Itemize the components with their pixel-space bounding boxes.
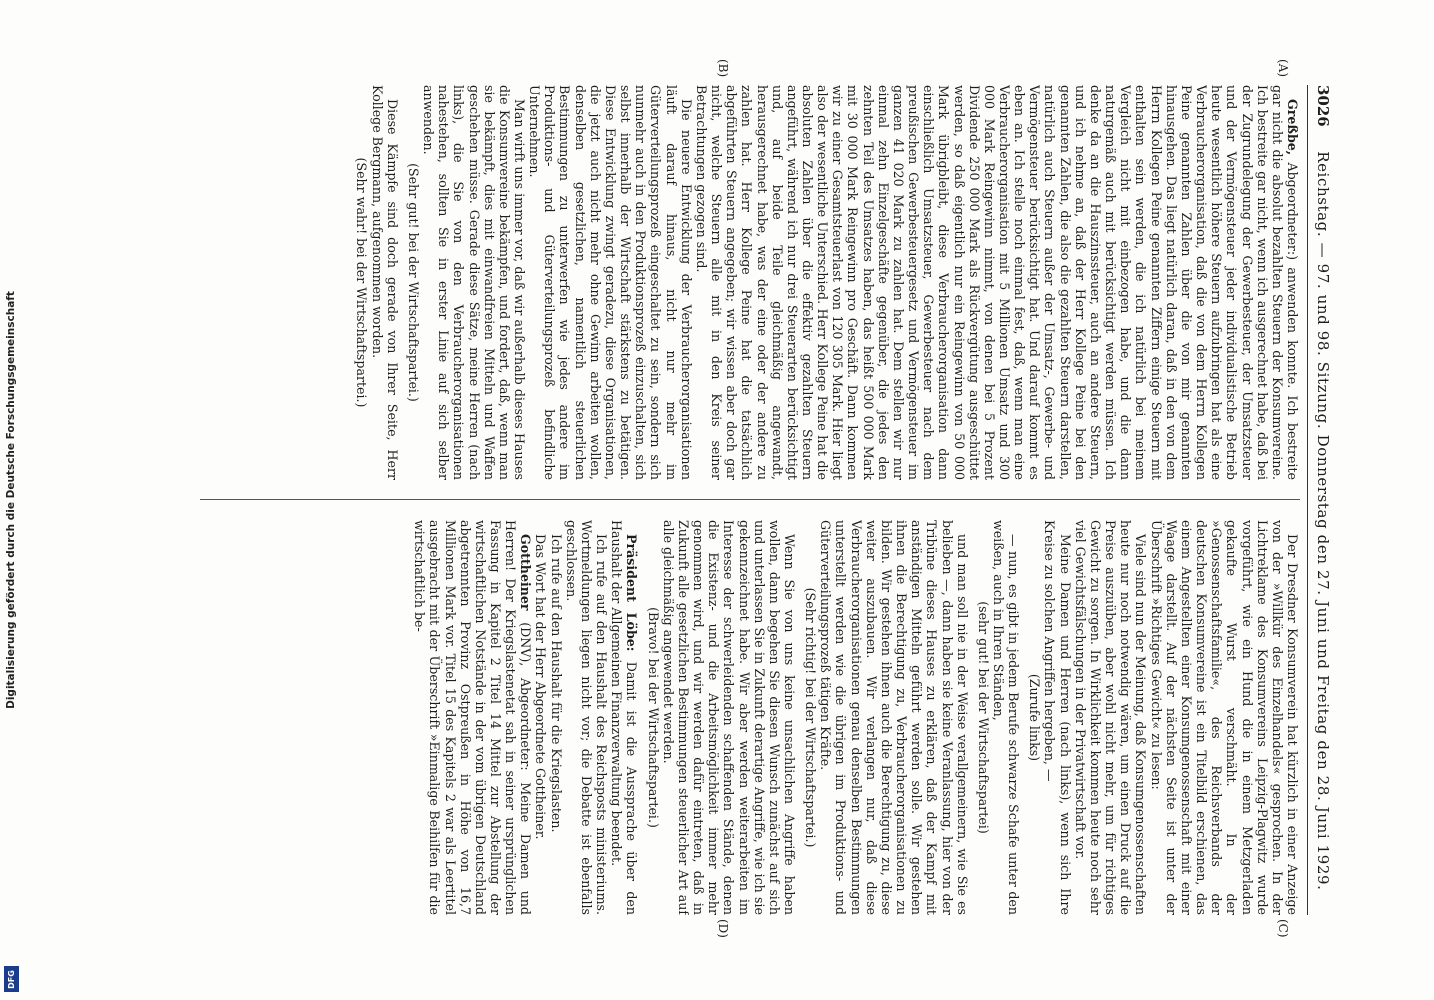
left-column	[140, 85, 1300, 480]
margin-letter-b: (B)	[716, 59, 730, 78]
rotated-page-frame	[116, 59, 1348, 938]
interjection: (Sehr wahr! bei der Wirtschaftspartei.)	[354, 157, 370, 408]
page-number: 3026	[1314, 85, 1332, 127]
speech-text: Meine Damen und Herren! Der Kriegslastenetat sah in seiner ursprünglichen Fassung in Kapitel 2 Titel 14 Mittel zur Abstellung der wirtschaftlichen Notstände in der vom übrigen Deutschland abgetrennten Provinz Ostpreußen in Höhe von 16,7 Millionen Mark vor. Titel 15 des Kapitels 2 war als Leertitel ausgebracht mit der Überschrift »Einmalige Beihilfen für die wirtschaftlich be-	[412, 520, 534, 915]
speaker-paragraph	[609, 520, 639, 915]
body-paragraph: Ich rufe auf den Haushalt des Reichsposts ministeriums. Wortmeldungen liegen nicht vor; die Debatte ist ebenfalls geschlossen.	[563, 520, 610, 915]
body-paragraph: Ich rufe auf den Haushalt für die Kriegslasten.	[548, 534, 564, 833]
page-header	[1307, 85, 1330, 915]
dfg-logo-text: DFG	[7, 969, 17, 989]
speaker-role: (DNV), Abgeordneter:	[518, 622, 534, 771]
margin-letter-a: (A)	[1276, 59, 1290, 78]
paragraph-gap	[400, 85, 406, 480]
body-paragraph: Viele sind nun der Meinung, daß Konsumgenossenschaften heute nur noch notwendig wären, um einen Druck auf die Preise auszuüben, aber wohl nicht mehr, um für richtiges Gewicht zu sorgen. In Wirklichkeit kommen heute noch sehr viel Gewichtsfälschungen in der Privatwirtschaft vor.	[1072, 520, 1149, 915]
body-paragraph: — nun, es gibt in jedem Berufe schwarze Schafe unter den weißen, auch in Ihren Ständen,	[991, 520, 1022, 915]
speaker-role: Abgeordneter:)	[1285, 162, 1300, 261]
body-paragraph: Der Dresdner Konsumverein hat kürzlich in einer Anzeige von der »Willkür des Einzelhandels« gesprochen. In der Lichtreklame des Konsumvereins Leipzig-Plagwitz wurde vorgeführt, wie ein Hund die in einem Metzgerladen gekaufte Wurst verschmäht. In der »Genossenschaftsfamilie«, des Reichsverbands der deutschen Konsumvereine ist ein Titelbild erschienen, das einem Angestellten einer Konsumgenossenschaft mit einer Waage darstellt. Auf der nächsten Seite ist unter der Überschrift »Richtiges Gewicht« zu lesen:	[1148, 520, 1300, 915]
speaker-name: Präsident Löbe:	[624, 534, 640, 652]
body-paragraph: Meine Damen und Herren (nach links), wenn sich Ihre Kreise zu solchen Angriffen hergeben, —	[1042, 520, 1073, 915]
body-paragraph: Die neuere Entwicklung der Verbraucherorganisationen läuft darauf hinaus, nicht nur mehr im Güterverteilungsprozeß eingeschaltet zu sein, sondern sich nunmehr auch in den Produktionsprozeß einzuschalten, sich selbst innerhalb der Wirtschaft stärkstens zu betätigen. Diese Entwicklung zwingt geradezu, diese Organisationen, die jetzt auch nicht mehr ohne Gewinn arbeiten wollen, denselben gesetzlichen, namentlich steuerlichen Bestimmungen zu unterwerfen wie jedes andere im Produktions- und Güterverteilungsprozeß befindliche Unternehmen.	[527, 85, 694, 480]
page-title: Reichstag. — 97. und 98. Sitzung. Donnerstag den 27. Juni und Freitag den 28. Juni 1929.	[1314, 151, 1332, 891]
dfg-logo	[4, 966, 19, 992]
margin-letter-d: (D)	[716, 919, 730, 938]
speaker-name: Gottheiner	[518, 534, 534, 611]
column-divider	[200, 499, 1300, 500]
speaker-paragraph	[412, 520, 533, 915]
right-column	[140, 520, 1300, 915]
body-paragraph: Diese Kämpfe sind doch gerade von Ihrer Seite, Herr Kollege Bergmann, aufgenommen worden.	[369, 85, 400, 480]
interjection: (Bravo! bei der Wirtschaftspartei.)	[645, 607, 661, 828]
digitization-credit	[0, 0, 22, 1000]
body-paragraph: Wenn Sie von uns keine unsachlichen Angriffe haben wollen, dann begehen Sie diesen Wunsch zunächst auf sich und unterlassen Sie in Zukunft derartige Angriffe, wie ich sie gekennzeichnet habe. Wir aber werden weiterarbeiten im Interesse der schwerleidenden schaffenden Stände, denen die Existenz- und die Arbeitsmöglichkeit immer mehr genommen wird, und wir werden dafür eintreten, daß in Zukunft alle gesetzlichen Bestimmungen steuerlicher Art auf alle gleichmäßig angewendet werden.	[660, 520, 797, 915]
margin-letter-c: (C)	[1276, 919, 1290, 938]
speech-text: anwenden konnte. Ich bestreite gar nicht die absolut bezahlten Steuern der Konsumvereine. Ich bestreite gar nicht, wenn ich ausgerechnet habe, daß bei der Zugrundelegung der Gewerbesteuer, der Umsatzsteuer und der Vermögensteuer jeder individualistische Betrieb heute wesentlich höhere Steuern aufzubringen hat als eine Verbraucherorganisation, daß die von dem Herrn Kollegen Peine genannten Zahlen über die von mir genannten hinausgehen. Das liegt natürlich daran, daß in den von dem Herrn Kollegen Peine genannten Ziffern einige Steuern mit enthalten sein werden, die ich natürlich bei meinem Vergleich nicht mit einbezogen habe, und die dann naturgemäß auch mit berücksichtigt werden müssen. Ich denke da an die Hauszinssteuer, auch an andere Steuern, und ich nehme an, daß der Herr Kollege Peine bei den genannten Zahlen, die also die gezahlten Steuern darstellen, natürlich auch Steuern außer der Umsatz-, Gewerbe- und Vermögensteuer berücksichtigt hat. Und darauf kommt es eben an. Ich stelle noch einmal fest, daß, wenn man eine Verbraucherorganisation mit 5 Millionen Umsatz und 300 000 Mark Reingewinn nimmt, von denen bei 5 Prozent Dividende 250 000 Mark als Rückvergütung ausgeschüttet werden, so daß eigentlich nur ein Reingewinn von 50 000 Mark übrigbleibt, diese Verbraucherorganisation dann einschließlich Umsatzsteuer, Gewerbesteuer nach dem preußischen Gewerbesteuergesetz und Vermögensteuer im ganzen 41 020 Mark zu zahlen hat. Dem stellen wir nur einmal zehn Einzelgeschäfte gegenüber, die jedes den zehnten Teil des Umsatzes haben, das heißt 500 000 Mark mit 30 000 Mark Reingewinn pro Geschäft. Dann kommen wir zu einer Gesamtsteuerlast von 120 305 Mark. Hier liegt also der wesentliche Unterschied. Herr Kollege Peine hat die absoluten Zahlen über die effektiv gezahlten Steuern angeführt, während ich nur drei Steuerarten berücksichtigt und, auf beide Teile gleichmäßig angewandt, herausgerechnet habe, was der eine oder der andere zu zahlen hat. Herr Kollege Peine hat die tatsächlich abgeführten Steuern angegeben; wir wissen aber doch gar nicht, welche Steuern alle mit in den Kreis seiner Betrachtungen gezogen sind.	[693, 85, 1300, 480]
paragraph-gap	[970, 520, 976, 915]
credit-text: Digitalisierung gefördert durch die Deutsche Forschungsgemeinschaft	[5, 291, 17, 709]
speech-text: Damit ist die Aussprache über den Haushalt der Allgemeinen Finanzverwaltung beendet.	[609, 520, 640, 915]
body-paragraph: und man soll nie in der Weise verallgemeinern, wie Sie es belieben —, dann haben sie keine Veranlassung, hier von der Tribüne dieses Hauses zu erklären, daß der Kampf mit anständigen Mitteln geführt werden solle. Wir gestehen ihnen die Berechtigung zu, Verbraucherorganisationen zu bilden. Wir gestehen ihnen auch die Berechtigung zu, diese weiter auszubauen. Wir verlangen nur, daß diese Verbraucherorganisationen genau denselben Bestimmungen unterstellt werden wie die übrigen im Produktions- und Güterverteilungsprozeß tätigen Kräfte.	[818, 520, 970, 915]
speaker-name: Greßbe,	[1285, 99, 1300, 156]
speaker-paragraph	[694, 85, 1300, 480]
interjection: (sehr gut! bei der Wirtschaftspartei)	[975, 601, 991, 834]
interjection: (Sehr gut! bei der Wirtschaftspartei.)	[405, 163, 421, 402]
interjection: (Zurufe links)	[1027, 673, 1043, 762]
document-page	[134, 59, 1332, 938]
body-paragraph: Man wirft uns immer vor, daß wir außerhalb dieses Hauses die Konsumvereine bekämpfen, und fordert, daß, wenn man sie bekämpft, dies mit einwandfreien Mitteln und Waffen geschehen müsse. Gerade diese Sätze, meine Herren (nach links), die Sie von den Verbraucherorganisationen nahestehen, sollten Sie in erster Linie auf sich selber anwenden.	[421, 85, 528, 480]
interjection: (Sehr richtig! bei der Wirtschaftspartei.)	[803, 587, 819, 848]
body-paragraph: Das Wort hat der Herr Abgeordnete Gottheiner.	[533, 534, 549, 840]
